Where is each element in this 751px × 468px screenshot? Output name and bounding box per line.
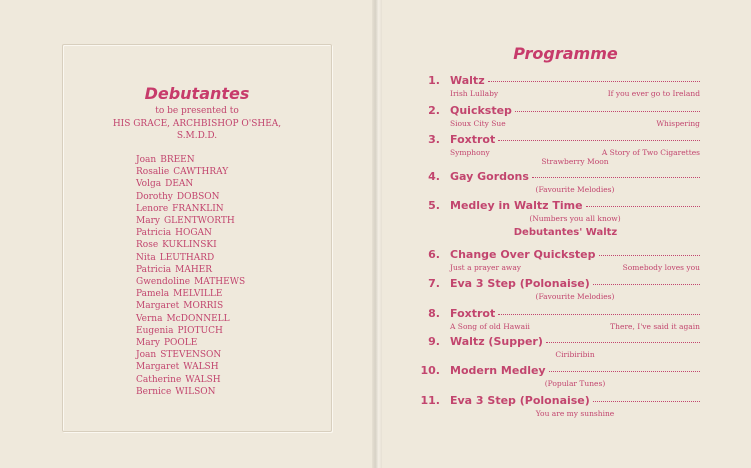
item-number: 6. [428, 248, 440, 261]
tune-center: (Favourite Melodies) [535, 292, 615, 301]
tune-center: (Popular Tunes) [544, 379, 606, 388]
debutantes-title: Debutantes [144, 84, 250, 103]
dance-name: Foxtrot [450, 133, 496, 146]
tune-left: Symphony [450, 148, 490, 157]
dotted-leader [498, 139, 700, 141]
debutante-name: Patricia MAHER [136, 264, 213, 275]
tune-right: A Story of Two Cigarettes [601, 148, 700, 157]
tune-left: A Song of old Hawaii [450, 322, 530, 331]
item-number: 1. [428, 74, 440, 87]
debutante-name: Pamela MELVILLE [136, 289, 223, 300]
debutante-name: Margaret MORRIS [136, 301, 224, 312]
item-number: 7. [428, 277, 440, 290]
debutante-name: Catherine WALSH [136, 374, 221, 385]
debutante-name: Verna McDONNELL [136, 313, 230, 324]
dotted-leader [586, 205, 700, 207]
presented-line: to be presented to [155, 106, 239, 116]
debutante-name: Dorothy DOBSON [136, 191, 220, 202]
tune-extra: Strawberry Moon [541, 157, 609, 166]
tune-center: (Favourite Melodies) [535, 185, 615, 194]
debutante-name: Bernice WILSON [136, 386, 216, 397]
dance-name: Eva 3 Step (Polonaise) [450, 394, 590, 407]
debutantes-waltz-heading: Debutantes' Waltz [513, 227, 618, 238]
dance-name: Quickstep [450, 104, 512, 117]
tune-right: Somebody loves you [622, 263, 700, 272]
item-number: 10. [420, 364, 440, 377]
dotted-leader [498, 313, 700, 315]
tune-right: There, I've said it again [610, 322, 700, 331]
programme-title: Programme [513, 44, 618, 63]
debutante-name: Lenore FRANKLIN [136, 203, 224, 214]
dance-name: Modern Medley [450, 364, 546, 377]
dotted-leader [532, 176, 700, 178]
debutante-list [136, 154, 245, 398]
item-number: 11. [420, 394, 440, 407]
tune-center: You are my sunshine [535, 409, 615, 418]
item-number: 8. [428, 307, 440, 320]
archbishop-line: HIS GRACE, ARCHBISHOP O'SHEA, [112, 119, 282, 129]
debutante-name: Joan BREEN [136, 155, 195, 165]
debutante-name: Mary GLENTWORTH [136, 216, 235, 227]
item-number: 9. [428, 335, 440, 348]
dance-name: Waltz (Supper) [450, 335, 543, 348]
tune-left: Irish Lullaby [450, 89, 499, 98]
tune-right: Whispering [656, 119, 700, 128]
title-abbrev-line: S.M.D.D. [176, 131, 218, 141]
debutante-name: Patricia HOGAN [136, 228, 212, 239]
debutante-name: Rosalie CAWTHRAY [136, 167, 229, 178]
dotted-leader [546, 341, 700, 343]
dotted-leader [599, 254, 701, 256]
dance-name: Gay Gordons [450, 170, 529, 183]
debutante-name: Mary POOLE [136, 338, 198, 349]
dotted-leader [593, 283, 700, 285]
debutante-name: Nita LEUTHARD [136, 252, 215, 263]
dance-name: Foxtrot [450, 307, 496, 320]
item-number: 3. [428, 133, 440, 146]
dance-name: Waltz [450, 74, 485, 87]
item-number: 4. [428, 170, 440, 183]
debutante-name: Volga DEAN [136, 179, 194, 190]
debutante-name: Gwendoline MATHEWS [136, 277, 246, 288]
tune-center: (Numbers you all know) [529, 214, 621, 223]
tune-left: Just a prayer away [450, 263, 522, 272]
dotted-leader [593, 400, 700, 402]
dance-name: Change Over Quickstep [450, 248, 596, 261]
item-number: 2. [428, 104, 440, 117]
tune-left: Sioux City Sue [450, 119, 506, 128]
debutante-name: Margaret WALSH [136, 362, 219, 373]
item-number: 5. [428, 199, 440, 212]
tune-right: If you ever go to Ireland [607, 89, 700, 98]
tune-center: Ciribiribin [555, 350, 595, 359]
dance-name: Eva 3 Step (Polonaise) [450, 277, 590, 290]
dance-name: Medley in Waltz Time [450, 199, 583, 212]
dotted-leader [549, 370, 700, 372]
dotted-leader [515, 110, 700, 112]
dotted-leader [488, 80, 700, 82]
debutante-name: Joan STEVENSON [136, 350, 222, 361]
debutante-name: Eugenia PIOTUCH [136, 325, 223, 336]
debutante-name: Rose KUKLINSKI [136, 240, 217, 251]
